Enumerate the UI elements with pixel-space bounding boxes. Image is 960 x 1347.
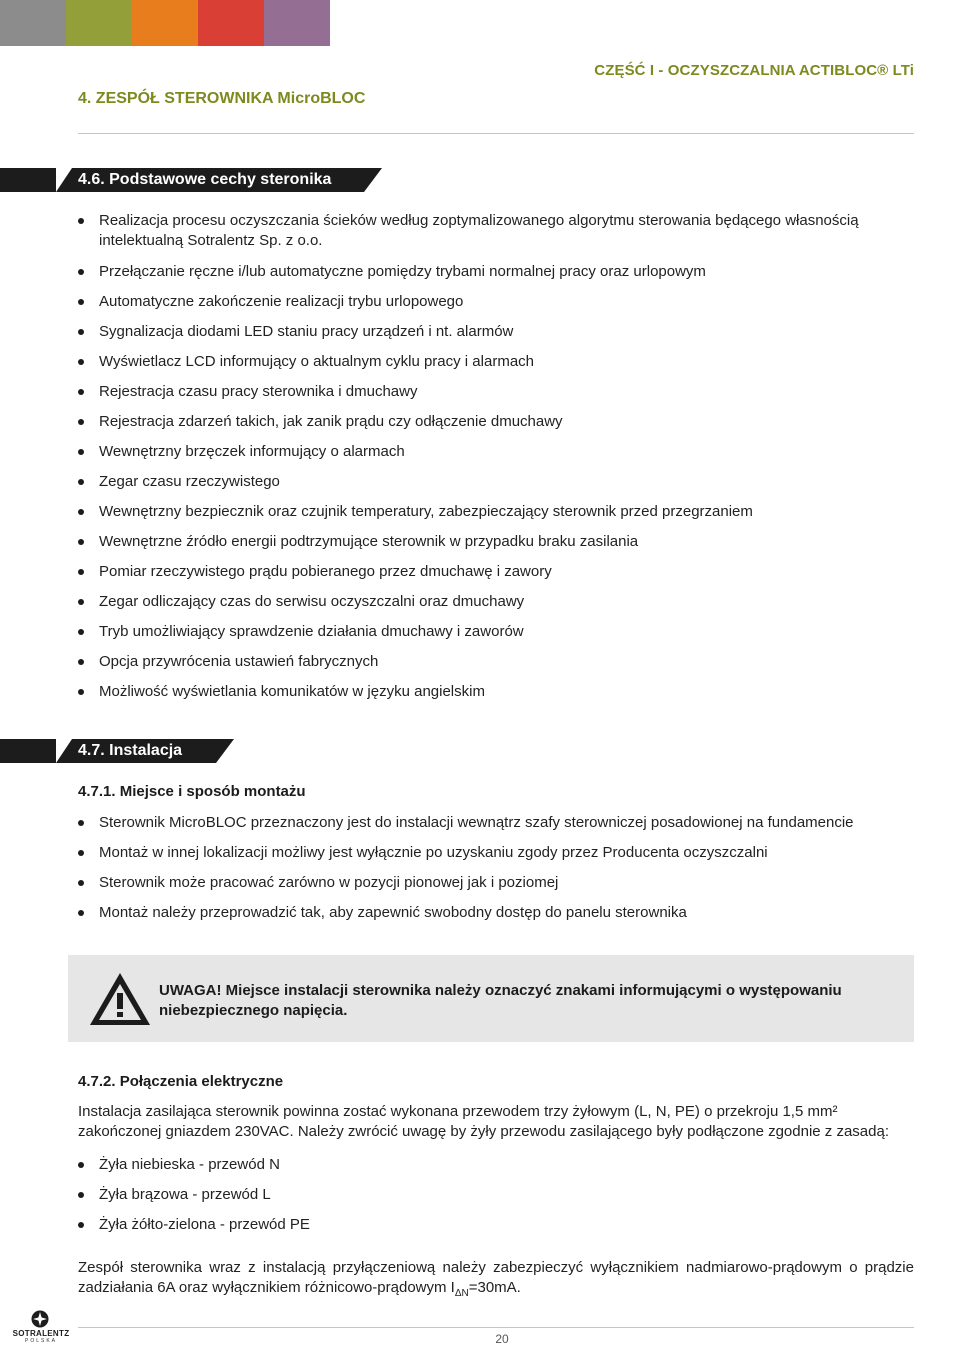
protection-paragraph <box>78 1258 914 1304</box>
color-swatch-gray <box>0 0 66 46</box>
section-banner-4-6 <box>0 168 364 192</box>
list-item: Pomiar rzeczywistego prądu pobieranego przez dmuchawę i zawory <box>78 562 918 582</box>
list-item: Sterownik może pracować zarówno w pozycji pionowej jak i poziomej <box>78 873 918 893</box>
top-color-bar <box>0 0 330 46</box>
list-item: Żyła brązowa - przewód L <box>78 1185 918 1205</box>
list-item: Montaż należy przeprowadzić tak, aby zapewnić swobodny dostęp do panelu sterownika <box>78 903 918 923</box>
list-item: Realizacja procesu oczyszczania ścieków według zoptymalizowanego algorytmu sterowania będącego własnością intelektualną Sotralentz Sp. z o.o. <box>78 211 918 251</box>
list-item: Wewnętrzny brzęczek informujący o alarmach <box>78 442 918 462</box>
color-swatch-green <box>66 0 132 46</box>
list-item: Żyła żółto-zielona - przewód PE <box>78 1215 918 1235</box>
list-item: Wewnętrzny bezpiecznik oraz czujnik temperatury, zabezpieczający sterownik przed przegrzaniem <box>78 502 918 522</box>
footer-divider <box>78 1327 914 1328</box>
warning-triangle-icon <box>88 971 152 1027</box>
section-title-4-6: 4.6. Podstawowe cechy steronika <box>78 171 332 188</box>
list-item: Tryb umożliwiający sprawdzenie działania dmuchawy i zaworów <box>78 622 918 642</box>
list-item: Przełączanie ręczne i/lub automatyczne pomiędzy trybami normalnej pracy oraz urlopowym <box>78 262 918 282</box>
wire-list <box>78 1155 918 1235</box>
warning-text: UWAGA! Miejsce instalacji sterownika należy oznaczyć znakami informującymi o występowaniu niebezpiecznego napięcia. <box>159 982 842 1019</box>
logo-subtitle: POLSKA <box>24 1338 57 1344</box>
section-title-4-7: 4.7. Instalacja <box>78 742 183 759</box>
part-title: CZĘŚĆ I - OCZYSZCZALNIA ACTIBLOC® LTi <box>594 62 914 79</box>
list-item: Sterownik MicroBLOC przeznaczony jest do instalacji wewnątrz szafy sterowniczej posadowionej na fundamencie <box>78 813 918 833</box>
electrical-intro: Instalacja zasilająca sterownik powinna zostać wykonana przewodem trzy żyłowym (L, N, PE) o przekroju 1,5 mm² zakończonej gniazdem 230VAC. Należy zwrócić uwagę by żyły przewodu zasilającego były podłączone zgodnie z zasadą: <box>78 1103 889 1140</box>
feature-list <box>78 211 918 702</box>
list-item: Rejestracja zdarzeń takich, jak zanik prądu czy odłączenie dmuchawy <box>78 412 918 432</box>
color-swatch-red <box>198 0 264 46</box>
list-item: Zegar odliczający czas do serwisu oczyszczalni oraz dmuchawy <box>78 592 918 612</box>
list-item: Zegar czasu rzeczywistego <box>78 472 918 492</box>
list-item: Wewnętrzne źródło energii podtrzymujące sterownik w przypadku braku zasilania <box>78 532 918 552</box>
list-item: Żyła niebieska - przewód N <box>78 1155 918 1175</box>
color-swatch-purple <box>264 0 330 46</box>
list-item: Sygnalizacja diodami LED staniu pracy urządzeń i nt. alarmów <box>78 322 918 342</box>
page-number: 20 <box>495 1332 509 1346</box>
warning-box <box>68 955 914 1042</box>
logo-symbol-icon <box>31 1310 49 1328</box>
installation-list <box>78 813 918 923</box>
logo-name: SOTRALENTZ <box>12 1329 70 1338</box>
protection-text: Zespół sterownika wraz z instalacją przyłączeniową należy zabezpieczyć wyłącznikiem nadmiarowo-prądowym o prądzie zadziałania 6A oraz wyłącznikiem różnicowo-prądowym I <box>78 1259 914 1296</box>
list-item: Możliwość wyświetlania komunikatów w języku angielskim <box>78 682 918 702</box>
chapter-title: 4. ZESPÓŁ STEROWNIKA MicroBLOC <box>78 90 366 107</box>
list-item: Automatyczne zakończenie realizacji trybu urlopowego <box>78 292 918 312</box>
list-item: Montaż w innej lokalizacji możliwy jest wyłącznie po uzyskaniu zgody przez Producenta oczyszczalni <box>78 843 918 863</box>
subsection-title-4-7-1: 4.7.1. Miejsce i sposób montażu <box>78 783 306 800</box>
list-item: Rejestracja czasu pracy sterownika i dmuchawy <box>78 382 918 402</box>
protection-subscript: ΔN <box>454 1288 469 1299</box>
list-item: Wyświetlacz LCD informujący o aktualnym cyklu pracy i alarmach <box>78 352 918 372</box>
color-swatch-orange <box>132 0 198 46</box>
protection-value: =30mA. <box>468 1279 521 1296</box>
list-item: Opcja przywrócenia ustawień fabrycznych <box>78 652 918 672</box>
section-banner-4-7 <box>0 739 216 763</box>
header-divider <box>78 133 914 134</box>
company-logo <box>8 1310 74 1344</box>
subsection-title-4-7-2: 4.7.2. Połączenia elektryczne <box>78 1073 284 1090</box>
